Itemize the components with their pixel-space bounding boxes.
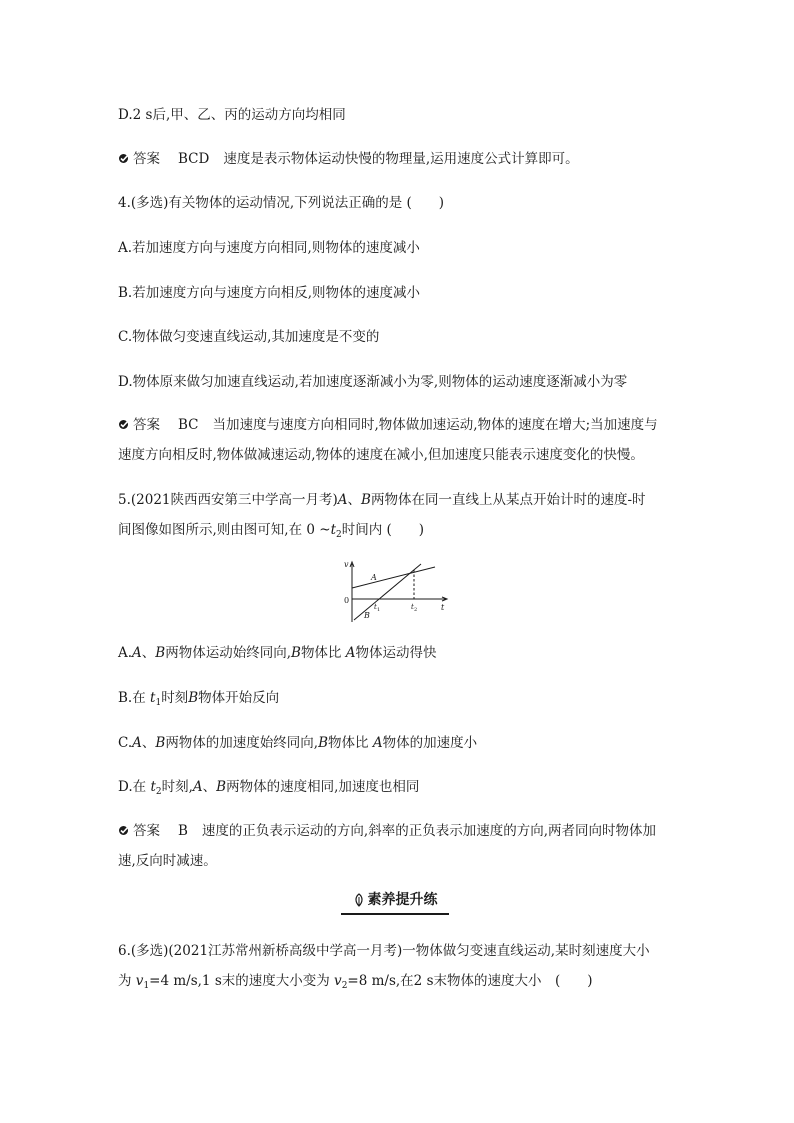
velocity-time-graph [340, 560, 452, 624]
subscript: 1 [143, 981, 150, 991]
option-text: 两物体的加速度始终同向, [165, 735, 319, 751]
option-text: 两物体运动始终同向, [165, 645, 292, 661]
var-t: t [330, 522, 337, 538]
var-a: A [345, 645, 356, 661]
var-b: B [291, 645, 301, 661]
answer-icon [118, 823, 131, 834]
separator: 、 [141, 645, 156, 661]
q3-answer-row [118, 150, 579, 168]
q5-option-b [118, 689, 279, 712]
answer-key: B [178, 823, 188, 839]
origin-label: 0 [344, 596, 350, 605]
q5-stem-text: 两物体在同一直线上从某点开始计时的速度-时 [370, 492, 646, 508]
answer-icon [118, 417, 131, 428]
var-v: v [135, 973, 144, 989]
q4-option-c: C.物体做匀变速直线运动,其加速度是不变的 [118, 329, 380, 345]
line-b-label: B [364, 611, 370, 620]
var-b: B [361, 492, 371, 508]
q4-option-d: D.物体原来做匀加速直线运动,若加速度逐渐减小为零,则物体的运动速度逐渐减小为零 [118, 374, 628, 390]
option-letter: D.在 [118, 779, 151, 795]
var-b: B [155, 735, 166, 751]
q5-stem-text-2: 间图像如图所示,则由图可知,在 0 ~ [118, 522, 331, 538]
t1-label: t [374, 603, 377, 611]
q6-line2 [118, 972, 593, 995]
separator: 、 [347, 492, 362, 508]
q5-option-a [118, 644, 436, 662]
option-text: 物体比 [300, 645, 346, 661]
q6-text: =8 m/s,在2 s末物体的速度大小 ( ) [347, 973, 593, 989]
answer-key: BCD [178, 151, 210, 167]
q5-stem-line2 [118, 521, 424, 544]
section-title-text: 素养提升练 [367, 892, 438, 908]
option-text: 物体开始反向 [198, 690, 280, 706]
var-a: A [132, 735, 142, 751]
q5-stem-line1 [118, 491, 646, 509]
option-text: 两物体的速度相同,加速度也相同 [226, 779, 420, 795]
option-text: 物体运动得快 [355, 645, 437, 661]
option-letter: B.在 [118, 690, 151, 706]
var-a: A [192, 779, 203, 795]
answer-key: BC [178, 417, 199, 433]
q5-number: 5. [118, 492, 131, 508]
answer-explanation: 速度是表示物体运动快慢的物理量,运用速度公式计算即可。 [223, 151, 579, 167]
var-b: B [188, 690, 199, 706]
var-v: v [334, 973, 342, 989]
answer-explanation-1: 当加速度与速度方向相同时,物体做加速运动,物体的速度在增大;当加速度与 [212, 417, 658, 433]
answer-icon [118, 151, 131, 162]
t-axis-label: t [441, 603, 445, 612]
option-text: 时刻 [161, 690, 189, 706]
leaf-icon [353, 893, 365, 907]
subscript: 2 [341, 981, 348, 991]
var-b: B [155, 645, 166, 661]
q4-option-b: B.若加速度方向与速度方向相反,则物体的速度减小 [118, 285, 421, 301]
option-text: 物体的加速度小 [382, 735, 478, 751]
option-letter: C. [118, 735, 133, 751]
answer-label: 答案 [133, 823, 160, 839]
t2-subscript: 2 [414, 607, 418, 613]
q4-stem: 4.(多选)有关物体的运动情况,下列说法正确的是 ( ) [118, 195, 445, 211]
q6-text: =4 m/s,1 s末的速度大小变为 [149, 973, 335, 989]
t2-label: t [411, 603, 414, 611]
answer-label: 答案 [133, 417, 160, 433]
subscript: 2 [155, 787, 162, 797]
v-axis-label: v [344, 560, 349, 569]
option-text: 时刻, [161, 779, 193, 795]
q5-option-d [118, 778, 419, 801]
var-t: t [150, 779, 156, 795]
separator: 、 [141, 735, 156, 751]
q6-text: 为 [118, 973, 136, 989]
q3-option-d: D.2 s后,甲、乙、丙的运动方向均相同 [118, 107, 346, 123]
subscript: 1 [155, 698, 162, 708]
var-t: t [150, 690, 156, 706]
option-letter: A. [118, 645, 133, 661]
q5-option-c [118, 734, 477, 752]
q6-line1: 6.(多选)(2021江苏常州新桥高级中学高一月考)一物体做匀变速直线运动,某时刻速度大小 [118, 943, 650, 959]
subscript: 2 [336, 530, 342, 540]
q5-answer-explanation-2: 速,反向时减速。 [118, 853, 217, 869]
q5-stem-text-3: 时间内 ( ) [341, 522, 425, 538]
q4-answer-row [118, 416, 658, 434]
q4-option-a: A.若加速度方向与速度方向相同,则物体的速度减小 [118, 240, 420, 256]
separator: 、 [202, 779, 217, 795]
section-title [341, 891, 449, 915]
q5-source: (2021陕西西安第三中学高一月考) [130, 492, 338, 508]
var-a: A [132, 645, 142, 661]
var-a: A [337, 492, 348, 508]
answer-label: 答案 [133, 151, 160, 167]
option-text: 物体比 [328, 735, 373, 751]
var-b: B [318, 735, 329, 751]
line-a [352, 567, 435, 588]
line-a-label: A [371, 573, 377, 582]
var-b: B [216, 779, 227, 795]
q5-answer-row [118, 822, 656, 840]
answer-explanation-1: 速度的正负表示运动的方向,斜率的正负表示加速度的方向,两者同向时物体加 [201, 823, 657, 839]
t1-subscript: 1 [377, 607, 381, 613]
q4-answer-explanation-2: 速度方向相反时,物体做减速运动,物体的速度在减小,但加速度只能表示速度变化的快慢。 [118, 447, 644, 463]
var-a: A [372, 735, 383, 751]
